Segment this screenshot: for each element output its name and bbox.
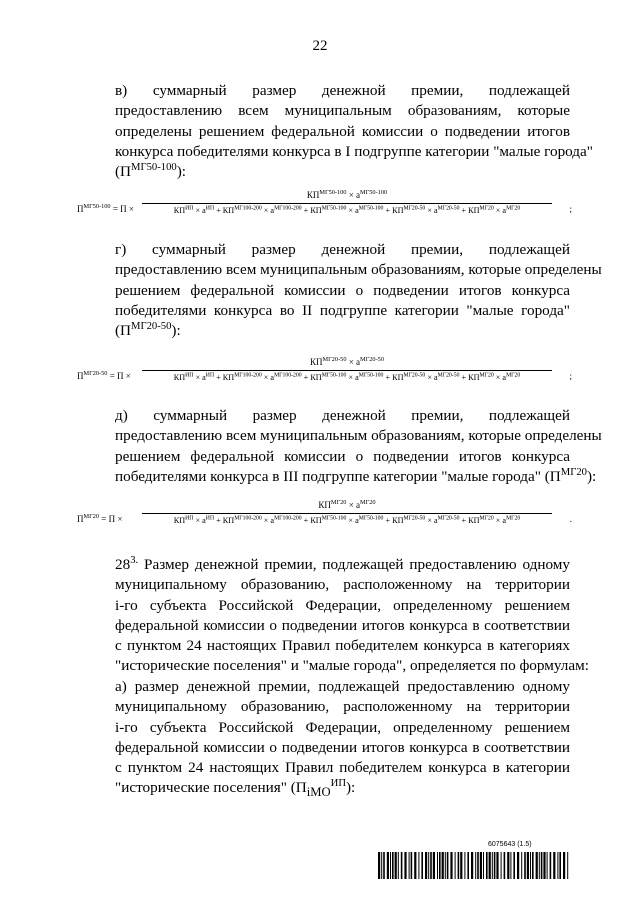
text-line: в) суммарный размер денежной премии, подлежащей: [115, 82, 570, 99]
formula-numerator: $КП^{МГ50-100} \times a^{МГ50-100}$: [306, 189, 388, 200]
text-line: i-го субъекта Российской Федерации, определенному решением: [115, 596, 570, 614]
text-line: предоставлению всем муниципальным образованиям, которые определены: [115, 261, 602, 279]
text-line: муниципальному образованию, расположенному на территории: [115, 698, 570, 716]
text-line: г) суммарный размер денежной премии, подлежащей: [115, 241, 570, 258]
text-line: i-го субъекта Российской Федерации, определенному решением: [115, 718, 570, 736]
text-line: федеральной комиссии о подведении итогов конкурса в соответствии: [115, 738, 570, 756]
text-line: победителями конкурса в III подгруппе категории "малые города" $(П^{МГ20})$:: [115, 466, 597, 485]
formula-numerator: $КП^{МГ20-50} \times a^{МГ20-50}$: [310, 356, 384, 367]
formula-lhs: $П^{МГ20-50} = П$ ×: [77, 370, 131, 381]
formula-denominator: $КП^{ИП} \times a^{ИП} + КП^{МГ100-200} \times a^{МГ100-200} + КП^{МГ50-100} \times a^{МГ50-100} + КП^{МГ20-50} \times a^{МГ20-50} + КП^{МГ20} \times a^{МГ20}$: [173, 372, 521, 382]
formula-end: ;: [569, 371, 572, 381]
text-line: "исторические поселения" $(П_{iМО}^{ИП})$:: [115, 778, 356, 800]
formula-end: .: [569, 514, 572, 524]
text-line: д) суммарный размер денежной премии, подлежащей: [115, 407, 570, 424]
fraction-bar: [142, 513, 552, 514]
text-line: муниципальному образованию, расположенному на территории: [115, 576, 570, 594]
text-line: $28^{3.}$ Размер денежной премии, подлежащей предоставлению одному: [115, 554, 570, 573]
barcode-id: 6075643 (1.5): [488, 841, 532, 848]
text-line: предоставлению всем муниципальным образованиям, которые: [115, 102, 570, 120]
paragraph-g: [77, 240, 602, 341]
formula-end: ;: [569, 204, 572, 214]
text-line: конкурса победителями конкурса в I подгруппе категории "малые города": [115, 142, 593, 160]
formula-v: [77, 190, 572, 230]
paragraph-28-3: [77, 554, 589, 677]
formula-lhs: $П^{МГ50-100} = П$ ×: [77, 203, 134, 214]
formula-numerator: $КП^{МГ20} \times a^{МГ20}$: [318, 499, 376, 510]
barcode: [378, 852, 570, 879]
paragraph-d: [77, 406, 602, 487]
text-line: решением федеральной комиссии о подведении итогов конкурса: [115, 281, 570, 299]
text-line: победителями конкурса во II подгруппе категории "малые города": [115, 301, 570, 319]
text-line: $(П^{МГ20-50})$:: [115, 321, 181, 340]
fraction-bar: [142, 370, 552, 371]
formula-d: [77, 500, 572, 540]
text-line: с пунктом 24 настоящих Правил победителем конкурса в категориях: [115, 637, 570, 655]
page-number: 22: [312, 38, 328, 54]
formula-denominator: $КП^{ИП} \times a^{ИП} + КП^{МГ100-200} \times a^{МГ100-200} + КП^{МГ50-100} \times a^{МГ50-100} + КП^{МГ20-50} \times a^{МГ20-50} + КП^{МГ20} \times a^{МГ20}$: [173, 515, 521, 525]
formula-lhs: $П^{МГ20} = П$ ×: [77, 513, 123, 524]
fraction-bar: [142, 203, 552, 204]
text-line: федеральной комиссии о подведении итогов конкурса в соответствии: [115, 616, 570, 634]
text-line: $(П^{МГ50-100})$:: [115, 162, 187, 181]
text-line: предоставлению всем муниципальным образованиям, которые определены: [115, 427, 602, 445]
formula-g: [77, 357, 572, 397]
text-line: "исторические поселения" и "малые города", определяется по формулам:: [115, 657, 589, 675]
text-line: с пунктом 24 настоящих Правил победителем конкурса в категории: [115, 759, 570, 777]
paragraph-v: [77, 81, 593, 182]
text-line: определены решением федеральной комиссии о подведении итогов: [115, 122, 570, 140]
paragraph-a: [77, 677, 570, 803]
formula-denominator: $КП^{ИП} \times a^{ИП} + КП^{МГ100-200} \times a^{МГ100-200} + КП^{МГ50-100} \times a^{МГ50-100} + КП^{МГ20-50} \times a^{МГ20-50} + КП^{МГ20} \times a^{МГ20}$: [173, 205, 521, 215]
text-line: а) размер денежной премии, подлежащей предоставлению одному: [115, 678, 570, 695]
text-line: решением федеральной комиссии о подведении итогов конкурса: [115, 447, 570, 465]
